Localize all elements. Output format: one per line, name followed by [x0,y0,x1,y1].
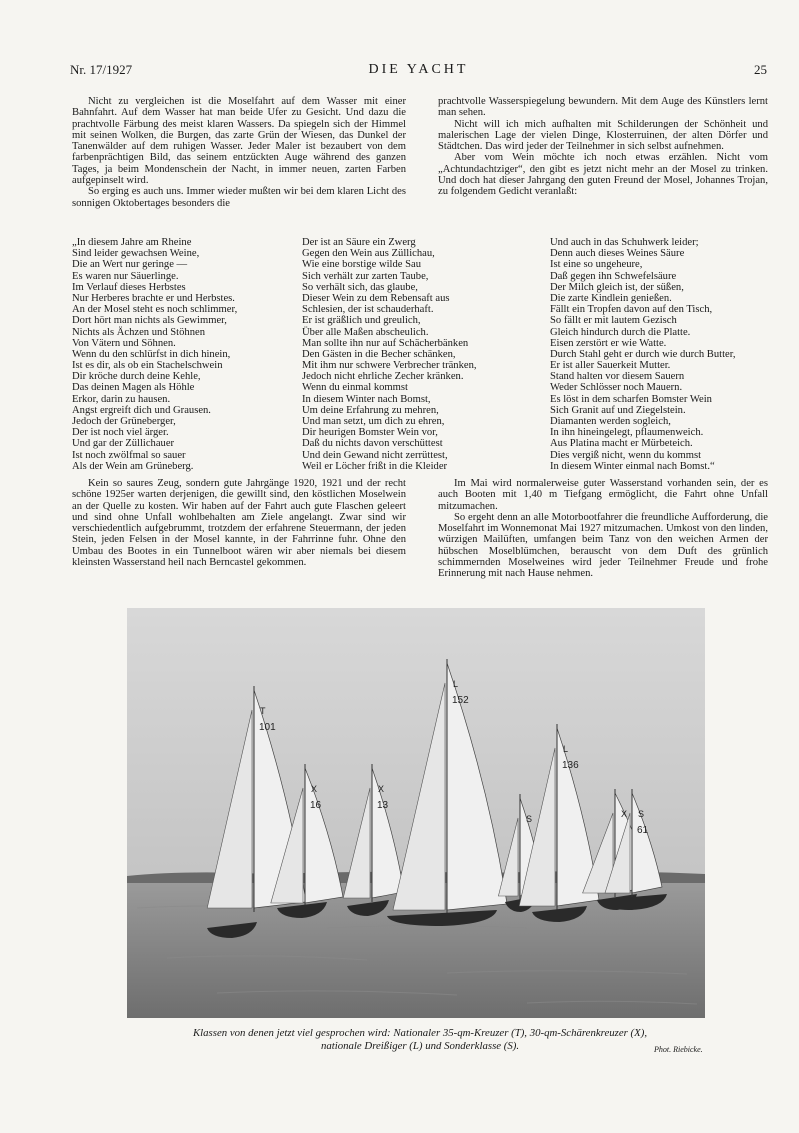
poem-line: Um deine Erfahrung zu mehren, [302,404,439,416]
poem-line: Die zarte Kindlein genießen. [550,292,672,304]
poem-line: Daß gegen ihn Schwefelsäure [550,270,677,282]
sail-class-letter: L [453,679,459,689]
poem-line: Und auch in das Schuhwerk leider; [550,237,699,248]
poem-line: Weder Schlösser noch Mauern. [550,382,683,394]
poem-line: Erkor, darin zu hausen. [72,393,171,405]
photo-credit: Phot. Riebicke. [654,1045,703,1054]
poem-line: Über alle Maßen abscheulich. [302,326,429,338]
poem-line: Ist es dir, als ob ein Stachelschwein [72,360,223,372]
issue-number: Nr. 17/1927 [70,62,133,77]
poem-line: In diesem Winter einmal nach Bomst.“ [550,460,715,472]
poem-line: Schlesien, der ist schauderhaft. [302,304,434,316]
poem-line: Man sollte ihn nur auf Schächerbänken [302,337,469,349]
poem-line: In ihn hineingelegt, pflaumenweich. [550,427,704,439]
page-number: 25 [754,62,767,77]
paragraph: Aber vom Wein möchte ich noch etwas erzählen. Nicht vom „Achtundachtziger“, den gibt es jetzt nicht mehr an der Mosel zu trinken. Und doch hat dieser Jahrgang den guten Freund der Mosel, Johannes Trojan, zu folgendem Gedicht veranlaßt: [438,152,768,198]
poem-line: Daß du nichts davon verschüttest [302,438,443,450]
poem-line: Es löst in dem scharfen Bomster Wein [550,393,712,405]
poem-line: Durch Stahl geht er durch wie durch Butter, [550,348,736,360]
poem-line: Der Milch gleich ist, der süßen, [550,281,684,293]
photo-caption [100,1027,740,1053]
poem-line: Dir kröche durch deine Kehle, [72,371,201,383]
poem-line: Und dein Gewand nicht zerrüttest, [302,449,448,461]
poem-line: Nichts als Ächzen und Stöhnen [72,326,205,338]
paragraph: Nicht zu vergleichen ist die Moselfahrt auf dem Wasser mit einer Bahnfahrt. Auf dem Wasser hat man beide Ufer zu Gesicht. Und dazu die prachtvolle Färbung des meist klaren Wassers. Da spiegeln sich der Himmel mit seinen Wolken, die Burgen, das zarte Grün der Wiesen, das Dunkel der Tanenwälder auf dem ruhigen Wasser. Jeder Maler ist bezaubert von dem farbenprächtigen Bild, das seinem entzückten Auge während des ganzen Tages, ja beim Mondenschein der Nacht, in immer neuen, zarten Farben aufgepinselt wird. [72,96,406,187]
poem-line: Angst ergreift dich und Grausen. [72,404,211,416]
poem-line: Und man setzt, um dich zu ehren, [302,416,445,427]
poem-line: Diamanten werden sogleich, [550,416,671,427]
poem-line: Der ist an Säure ein Zwerg [302,237,416,248]
poem-line: Denn auch dieses Weines Säure [550,248,685,260]
poem-line: Und gar der Züllichauer [72,438,175,450]
poem-line: Wenn du den schlürfst in dich hinein, [72,348,231,360]
poem-line: Sich Granit auf und Ziegelstein. [550,404,686,416]
poem-line: Dort hört man nichts als Gewimmer, [72,315,227,327]
sail-class-letter: X [621,809,628,819]
poem-line: Von Vätern und Söhnen. [72,337,176,349]
poem-line: Im Verlauf dieses Herbstes [72,281,186,293]
poem-line: Der ist noch viel ärger. [72,427,169,439]
poem-column-1 [72,237,237,472]
poem-line: Gegen den Wein aus Züllichau, [302,248,435,260]
poem-line: Er ist aller Sauerkeit Mutter. [550,360,671,372]
poem-line: Gleich hindurch durch die Platte. [550,326,691,338]
sail-class-letter: S [638,809,645,819]
poem-line: Jedoch der Grüneberger, [72,416,176,427]
intro-text-right [438,96,768,198]
poem-line: Er ist gräßlich und greulich, [302,315,421,327]
caption-line: nationale Dreißiger (L) und Sonderklasse (S). [320,1040,520,1052]
poem-line: In diesem Winter nach Bomst, [302,393,431,405]
page-header [70,62,767,80]
regatta-illustration [127,608,705,1018]
poem-line: Das deinen Magen als Höhle [72,382,195,394]
poem-line: So fällt er mit lautem Gezisch [550,315,677,327]
poem-column-2 [302,237,477,472]
sail-number: 136 [562,760,579,771]
poem-column-3 [550,237,736,472]
sail-number: 16 [310,800,322,811]
paragraph: prachtvolle Wasserspiegelung bewundern. Mit dem Auge des Künstlers lernt man sehen. [438,96,768,119]
poem-line: Stand halten vor diesem Sauern [550,371,685,383]
poem-line: Dieser Wein zu dem Rebensaft aus [302,292,450,304]
poem-line: Es waren nur Säuerlinge. [72,270,179,282]
poem-line: Sich verhält zur zarten Taube, [302,270,429,282]
sail-class-letter: T [260,706,266,716]
poem-line: Wie eine borstige wilde Sau [302,259,422,271]
poem-line: So verhält sich, das glaube, [302,281,418,293]
poem-line: Fällt ein Tropfen davon auf den Tisch, [550,304,713,316]
poem-line: Aus Platina macht er Mürbeteich. [550,438,693,450]
poem-line: Jedoch nicht ehrliche Zecher kränken. [302,371,464,383]
paragraph: Im Mai wird normalerweise guter Wasserstand vorhanden sein, der es auch Booten mit 1,40 m Tiefgang ermöglicht, die Fahrt ohne Unfall mitzumachen. [438,478,768,512]
poem-line: Als der Wein am Grüneberg. [72,460,194,472]
poem-line: Dies vergiß nicht, wenn du kommst [550,449,702,461]
poem-line: Nur Herberes brachte er und Herbstes. [72,292,235,304]
poem-line: Ist noch zwölfmal so sauer [72,449,186,461]
paragraph: Kein so saures Zeug, sondern gute Jahrgänge 1920, 1921 und der recht schöne 1925er warten derjenigen, die gewillt sind, den köstlichen Moselwein an der Quelle zu kosten. Wir haben auf der Fahrt auch gute Flaschen geleert und sind ohne Unfall wohlbehalten am Ziele angelangt. Zwar sind wir verschiedentlich aufgebrummt, trotzdem der erfahrene Steuermann, der jeden Stein, jeden Felsen in der Mosel kannte, in der Fahrrinne fuhr. Ohne den Umbau des Bootes in ein Tunnelboot wären wir aber niemals bei diesem kleinsten Wasserstand heil nach Berncastel gekommen. [72,478,406,569]
intro-text-left [72,96,406,209]
sail-number: 101 [259,722,276,733]
poem-line: Weil er Löcher frißt in die Kleider [302,460,448,472]
poem-line: An der Mosel steht es noch schlimmer, [72,304,238,316]
paragraph: So ergeht denn an alle Motorbootfahrer die freundliche Aufforderung, die Moselfahrt im Wonnemonat Mai 1927 mitzumachen. Umkost von den linden, würzigen Mailüften, umfangen beim Tanz von den weichen Armen der hübschen Moselblümchen, berauscht von dem Duft des grünlich schimmernden Moselweines wird jeder Teilnehmer Freude und frohe Erinnerung mit nach Hause nehmen. [438,511,768,580]
sail-number: 152 [452,695,469,706]
poem-line: Ist eine so ungeheure, [550,259,643,271]
poem-line: Wenn du einmal kommst [302,382,408,394]
sail-class-letter: S [526,814,533,824]
sail-number: 61 [637,825,649,836]
magazine-title: DIE YACHT [368,62,469,77]
poem-line: Dir heurigen Bomster Wein vor, [302,427,438,439]
paragraph: So erging es auch uns. Immer wieder mußten wir bei dem klaren Licht des sonnigen Oktobertages besonders die [72,186,406,209]
closing-text-left [72,478,406,568]
sail-class-letter: L [563,744,569,754]
sailing-regatta-photo [127,608,705,1018]
poem-line: „In diesem Jahre am Rheine [72,237,192,248]
poem-line: Sind leider gewachsen Weine, [72,248,200,260]
poem-line: Eisen zerstört er wie Watte. [550,337,667,349]
poem-line: Die an Wert nur geringe — [72,259,188,271]
caption-line: Klassen von denen jetzt viel gesprochen wird: Nationaler 35-qm-Kreuzer (T), 30-qm-Schärenkreuzer (X), [192,1027,648,1039]
closing-text-right [438,478,768,580]
poem-line: Mit ihm nur schwere Verbrecher tränken, [302,360,477,372]
sail-number: 13 [377,800,389,811]
sail-class-letter: X [311,784,318,794]
sail-class-letter: X [378,784,385,794]
paragraph: Nicht will ich mich aufhalten mit Schilderungen der Schönheit und malerischen Lage der vielen Dinge, Klosterruinen, der alten Dörfer und Städtchen. Das wird jeder der Teilnehmer in sich selbst aufnehmen. [438,118,768,153]
poem-line: Den Gästen in die Becher schänken, [302,348,456,360]
